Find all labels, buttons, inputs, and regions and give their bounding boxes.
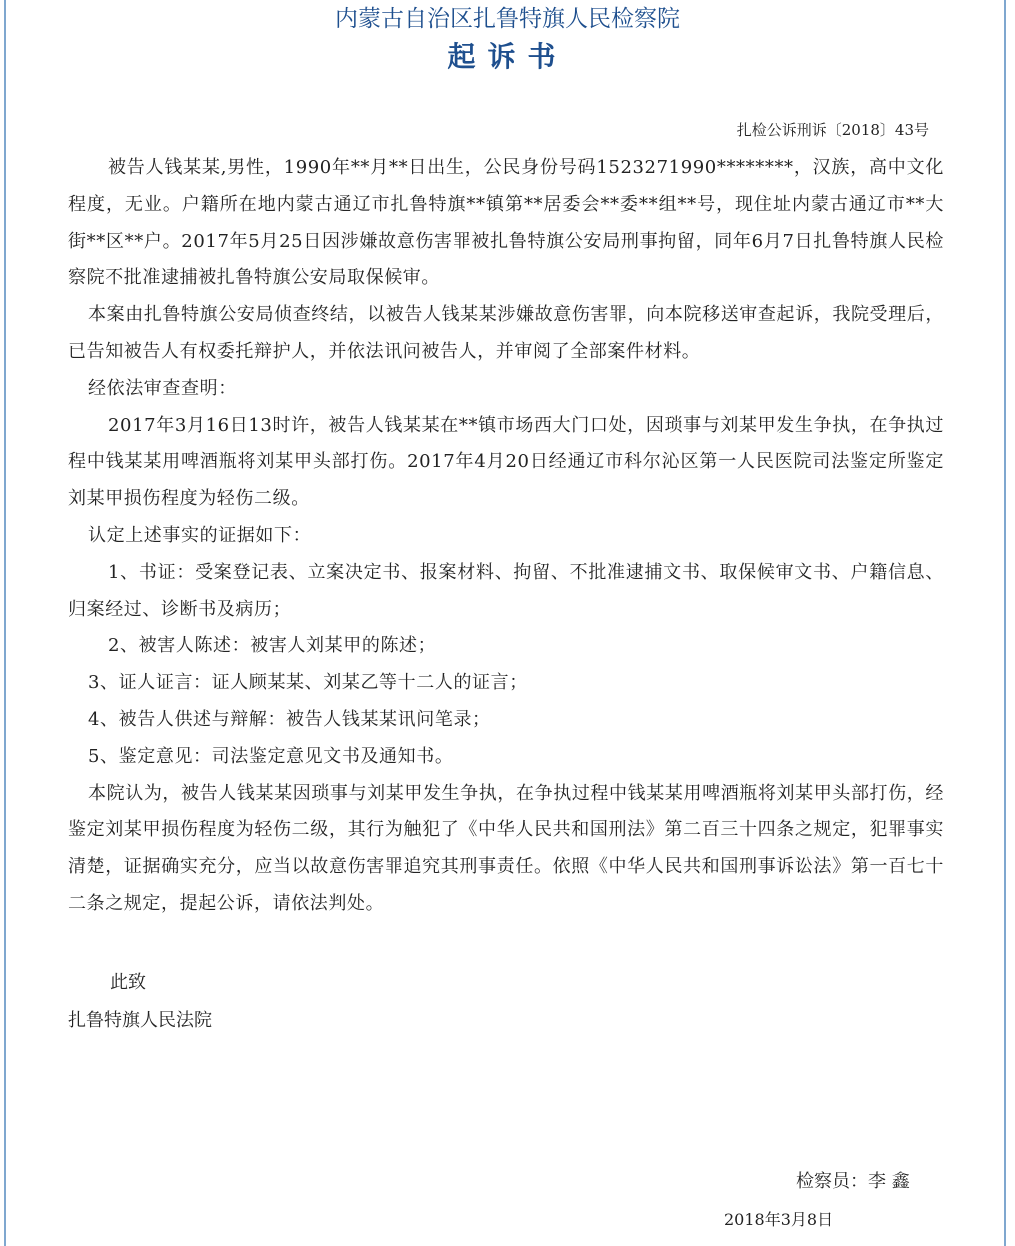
case-transfer-paragraph: 本案由扎鲁特旗公安局侦查终结，以被告人钱某某涉嫌故意伤害罪，向本院移送审查起诉，我院受理后，已告知被告人有权委托辩护人，并依法讯问被告人，并审阅了全部案件材料。	[68, 304, 944, 362]
defendant-info-paragraph: 被告人钱某某,男性，1990年**月**日出生，公民身份号码1523271990********，汉族，高中文化程度，无业。户籍所在地内蒙古通辽市扎鲁特旗**镇第**居委会**委**组**号，现住址内蒙古通辽市**大街**区**户。2017年5月25日因涉嫌故意伤害罪被扎鲁特旗公安局刑事拘留，同年6月7日扎鲁特旗人民检察院不批准逮捕被扎鲁特旗公安局取保候审。	[68, 157, 944, 289]
document-number: 扎检公诉刑诉〔2018〕43号	[736, 121, 929, 139]
findings-heading: 经依法审查查明：	[88, 377, 237, 399]
evidence-item-1: 1、书证：受案登记表、立案决定书、报案材料、拘留、不批准逮捕文书、取保候审文书、户籍信息、归案经过、诊断书及病历；	[68, 561, 944, 620]
prosecutor-signature: 检察员：李 鑫	[796, 1171, 910, 1192]
document-date: 2018年3月8日	[724, 1210, 834, 1229]
organization-name: 内蒙古自治区扎鲁特旗人民检察院	[335, 6, 680, 32]
right-border-line	[1004, 0, 1006, 1246]
document-body	[68, 150, 944, 923]
evidence-heading: 认定上述事实的证据如下：	[88, 524, 312, 546]
left-border-line	[4, 0, 6, 1246]
recipient-court: 扎鲁特旗人民法院	[68, 1010, 212, 1031]
document-title: 起诉书	[447, 40, 568, 73]
evidence-item-5: 5、鉴定意见：司法鉴定意见文书及通知书。	[88, 745, 454, 767]
salutation: 此致	[110, 972, 146, 993]
facts-paragraph: 2017年3月16日13时许，被告人钱某某在**镇市场西大门口处，因琐事与刘某甲发生争执，在争执过程中钱某某用啤酒瓶将刘某甲头部打伤。2017年4月20日经通辽市科尔沁区第一人民医院司法鉴定所鉴定刘某甲损伤程度为轻伤二级。	[68, 414, 944, 510]
evidence-item-2: 2、被害人陈述：被害人刘某甲的陈述；	[108, 635, 437, 657]
conclusion-paragraph: 本院认为，被告人钱某某因琐事与刘某甲发生争执，在争执过程中钱某某用啤酒瓶将刘某甲头部打伤，经鉴定刘某甲损伤程度为轻伤二级，其行为触犯了《中华人民共和国刑法》第二百三十四条之规定，犯罪事实清楚，证据确实充分，应当以故意伤害罪追究其刑事责任。依照《中华人民共和国刑事诉讼法》第一百七十二条之规定，提起公诉，请依法判处。	[68, 782, 944, 914]
evidence-item-3: 3、证人证言：证人顾某某、刘某乙等十二人的证言；	[88, 672, 528, 694]
evidence-item-4: 4、被告人供述与辩解：被告人钱某某讯问笔录；	[88, 708, 491, 730]
